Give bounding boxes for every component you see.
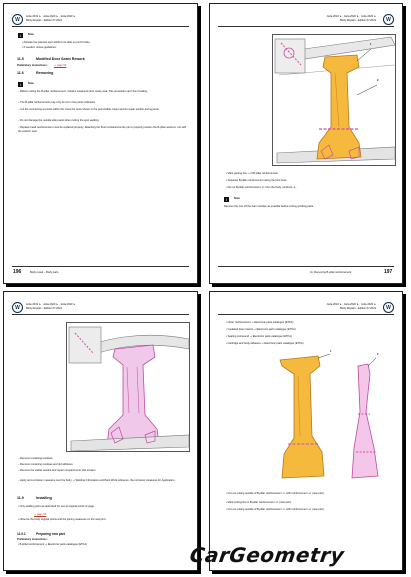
section-title: Removing [36,71,54,75]
section-number: 11.5 [17,57,24,61]
b-pillar-removal-figure [66,322,190,452]
callout-2: 2 [377,353,379,356]
section-title: Modified Door Seam Rework [36,57,85,61]
page-number: 196 [13,269,22,275]
header-edition: Body Repairs - Edition 07.2024 [340,19,376,22]
bullet-item: • Do not B-pillar reinforcement -2- from the body, reinforce -1-. [226,186,298,189]
footer-text: 11. Removing B-pillar reinforcement [310,271,352,274]
vw-logo-icon: W [12,302,23,313]
subsection-title: Preparing new part [36,532,65,536]
page-198 [3,291,198,571]
page-197 [209,3,403,284]
new-part-drawing [272,352,396,484]
bullet-item: • Cartridge and body adhesive ⇒ Electronic parts catalogue (ETKA) [226,342,304,345]
section-number: 11.9 [17,496,24,500]
callout-1: 1 [370,43,372,46]
vw-logo-icon: W [12,14,23,25]
vw-logo-icon: W [383,14,394,25]
procedure-line: • Observe the body original points and the joining measures on the new joint. [18,518,107,521]
bullet-item: – Cut the connecting at points within the cross the outer shown in the permissible cutout section repair section during joints. [18,108,160,111]
note-text: Remove the rust off the foam residue as possible before cutting grinding parts. [224,205,314,208]
header-rule [12,314,189,315]
page-196 [3,3,198,284]
bullet-item: – Do not damage the outside side panel when cutting the spot welding. [18,119,100,122]
bullet-item: • Cut out cutting outside of B-pillar reinforcement -1- with reinforcement -2- (new part). [226,508,325,511]
footer-rule [12,266,189,267]
section-title: Installing [36,496,52,500]
outer-reinforcement [352,364,378,478]
bullet-item: • Mark parting line ⇒ of B-pillar reinforcement. [226,172,279,175]
procedure-line: • Only welding point as described for use at original points of page. [18,505,95,508]
header-models: Jetta 2019 ➤ , Jetta 2020 ➤ , Jetta 2023 ➤ [326,303,376,306]
page-link[interactable]: ⇒ page 56 [34,513,47,516]
section-number: 11.6 [17,71,24,75]
b-pillar-figure [272,34,396,166]
header-models: Jetta 2019 ➤ , Jetta 2020 ➤ , Jetta 2023 ➤ [26,15,76,18]
note-line: • If needed, review guidelines. [22,46,57,49]
note-label: Note [28,33,34,36]
bullet-item: • Cut out cutting outside of B-pillar reinforcement -1- with reinforcement -2- (new part). [226,492,325,495]
callout-2: 2 [377,79,379,82]
b-pillar-drawing [273,35,397,167]
bullet-item: – Apply anti-corrosion measures over the body, ⇒ Welding Information and Paint Work reference, the corrosion measures for Application. [18,479,176,482]
bullet-item: – Remove remaining residues. [18,457,54,460]
procedure-line: • B-pillar reinforcement ⇒ Electronic parts catalogue (ETKA) [18,543,87,546]
info-icon: i [224,197,229,202]
header-edition: Body Repairs - Edition 07.2024 [26,307,62,310]
page-199 [209,291,403,571]
note-line: • Activate the relevant spot welds to be able to punch holes. [22,41,91,44]
bullet-item: • Sealing compound ⇒ Electronic parts catalogue (ETKA) [226,335,292,338]
header-edition: Body Repairs - Edition 07.2024 [340,307,376,310]
callout-1: 1 [330,350,332,353]
page-link[interactable]: ⇒ page 56 [54,64,67,67]
new-part-figure [272,352,396,484]
b-pillar-removal-drawing [67,323,191,453]
procedure-label: Preliminary instructions: [17,64,48,67]
header-rule [218,26,394,27]
header-models: Jetta 2019 ➤ , Jetta 2020 ➤ , Jetta 2023 ➤ [326,15,376,18]
bullet-item: – Remove remaining residues and old adhesive. [18,463,74,466]
header-rule [218,314,394,315]
note-label: Note [28,82,34,85]
b-pillar-reinforcement-new [280,356,324,478]
header-rule [12,26,189,27]
bullet-item: – Remove the visible residue and repair compartments with scraper. [18,469,97,472]
footer-text: Body repair – Body parts [30,271,59,274]
info-icon: i [18,33,23,38]
bullet-item: – The B-pillar reinforcement may only be cut in the points indicated. [18,101,96,104]
watermark-logo: CarGeometry [188,543,346,567]
bullet-item: – Before cutting the B-pillar reinforcement, install a measured door cavity seal. This procedure can't from heating. [18,90,148,93]
header-models: Jetta 2019 ➤ , Jetta 2020 ➤ , Jetta 2023 ➤ [26,303,76,306]
info-icon: i [18,82,23,87]
bullet-item: • Mark cutting line in B-pillar reinforcement -2- (new part). [226,501,292,504]
procedure-label: Preliminary instructions: [17,538,48,541]
subsection-number: 11.9.1 [17,532,26,536]
bullet-item: • Outer reinforcement ⇒ Electronic parts catalogue (ETKA) [226,321,294,324]
header-edition: Body Repairs - Edition 07.2024 [26,19,62,22]
b-pillar-reinforcement [317,55,361,159]
bullet-item: • Separate B-pillar reinforcement along the joint lines. [226,179,288,182]
vw-logo-icon: W [383,302,394,313]
bullet-item: – Replace bead reinforcement must be replaced properly. Reaching the fresh contained at the pin to properly position the B-pillar sections, not with the exterior seal. [18,126,187,134]
bullet-item: • Insulated foam inserts ⇒ Electronic parts catalogue (ETKA) [226,328,296,331]
page-number: 197 [384,269,393,275]
footer-rule [218,266,394,267]
note-label: Note [234,197,240,200]
